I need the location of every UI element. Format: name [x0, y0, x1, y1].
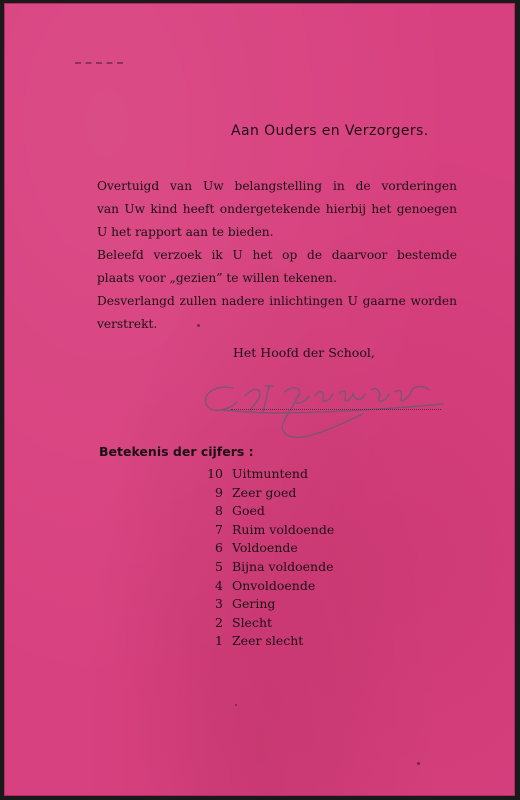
grade-label: Voldoende [232, 540, 298, 556]
intro-line: verstrekt. [97, 317, 158, 331]
handwritten-signature [193, 366, 463, 446]
grade-number: 5 [215, 558, 223, 574]
grade-label: Ruim voldoende [232, 521, 335, 537]
grade-row [201, 595, 334, 614]
grade-number: 1 [215, 633, 223, 649]
grade-label: Uitmuntend [232, 466, 308, 481]
grade-row [201, 502, 334, 521]
grade-number: 10 [207, 466, 223, 481]
grade-row [201, 465, 334, 484]
grade-number: 2 [215, 614, 223, 630]
page-heading: Aan Ouders en Verzorgers. [231, 123, 429, 139]
grade-label: Slecht [232, 614, 273, 630]
grade-row [201, 558, 334, 577]
paper-speck [417, 762, 420, 765]
signature-line [231, 409, 441, 410]
intro-line: Beleefd verzoek ik U het op de daarvoor bestemde [97, 248, 457, 262]
grade-row [201, 632, 334, 651]
grade-row [201, 484, 334, 503]
grade-row [201, 577, 334, 596]
paper-speck [197, 324, 200, 327]
intro-line: Overtuigd van Uw belangstelling in de vorderingen [97, 179, 457, 193]
grade-number: 4 [215, 577, 223, 593]
paper-speck [235, 704, 237, 706]
grade-label: Zeer slecht [232, 633, 304, 649]
grade-row [201, 614, 334, 633]
corner-mark [75, 62, 123, 67]
grade-row [201, 521, 334, 540]
intro-text [97, 175, 457, 336]
grade-number: 8 [215, 503, 223, 519]
grade-legend-title: Betekenis der cijfers : [99, 444, 254, 459]
grade-number: 7 [215, 521, 223, 537]
grade-legend [201, 465, 334, 651]
intro-line: van Uw kind heeft ondergetekende hierbij het genoegen [97, 202, 457, 216]
grade-row [201, 539, 334, 558]
grade-number: 9 [215, 484, 223, 500]
signatory-title: Het Hoofd der School, [233, 345, 375, 360]
grade-label: Gering [232, 596, 276, 612]
grade-number: 3 [215, 596, 223, 612]
intro-line: plaats voor „gezien” te willen tekenen. [97, 271, 337, 285]
grade-label: Zeer goed [232, 484, 297, 500]
grade-label: Onvoldoende [232, 577, 316, 593]
grade-number: 6 [215, 540, 223, 556]
report-card-page [4, 3, 515, 796]
intro-line: Desverlangd zullen nadere inlichtingen U gaarne worden [97, 294, 457, 308]
intro-line: U het rapport aan te bieden. [97, 225, 274, 239]
grade-label: Bijna voldoende [232, 558, 334, 574]
grade-label: Goed [232, 503, 265, 519]
